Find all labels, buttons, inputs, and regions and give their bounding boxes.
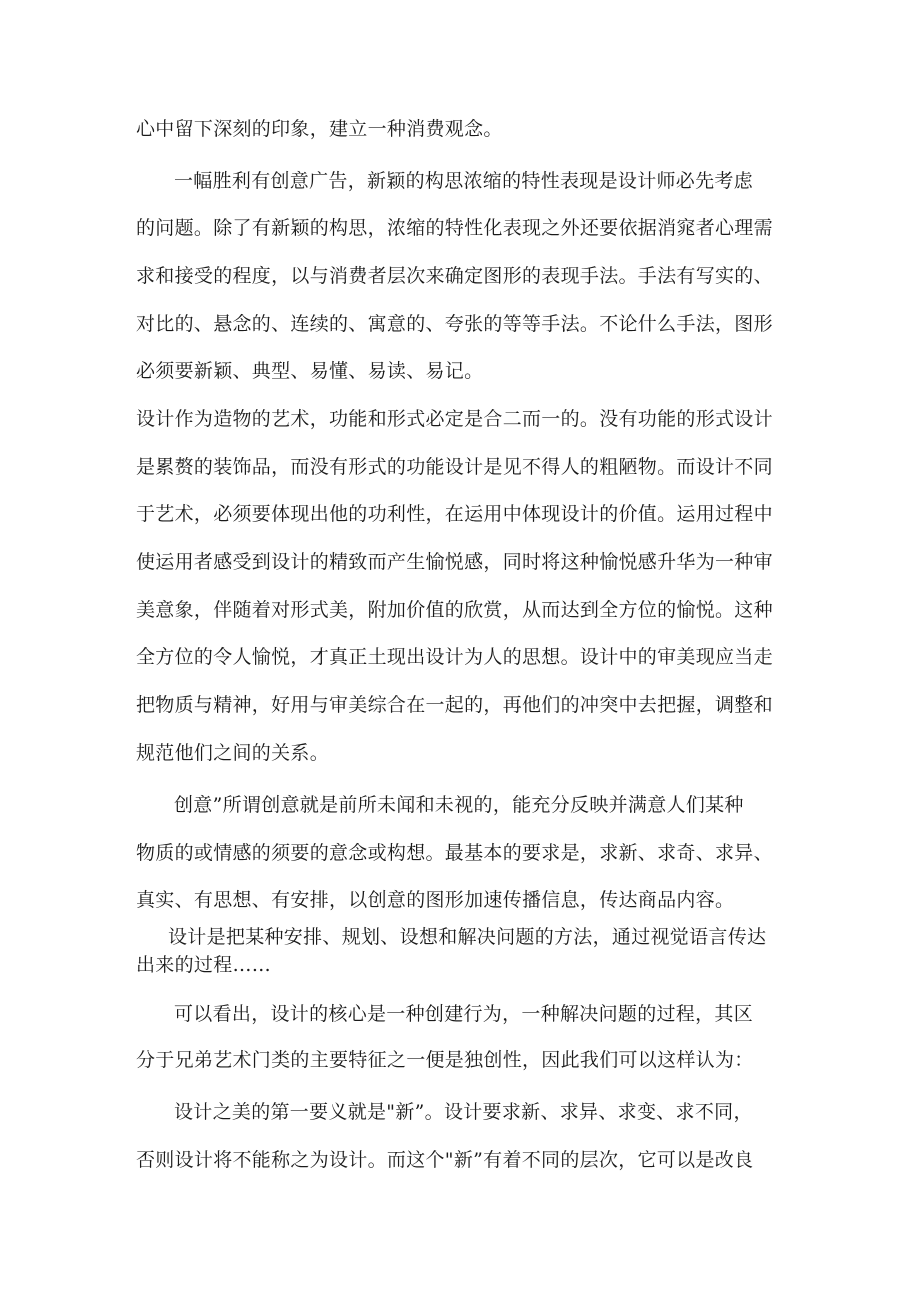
paragraph-first-line: 一幅胜利有创意广告，新颖的构思浓缩的特性表现是设计师必先考虑 (174, 170, 754, 192)
text-line: 使运用者感受到设计的精致而产生愉悦感，同时将这种愉悦感升华为一种审 (136, 551, 773, 573)
text-line: 真实、有思想、有安排，以创意的图形加速传播信息，传达商品内容。 (136, 889, 735, 911)
text-line: 把物质与精神，好用与审美综合在一起的，再他们的冲突中去把握，调整和 (136, 694, 773, 716)
text-line: 必须要新颖、典型、易懂、易读、易记。 (136, 360, 484, 382)
text-line: 分于兄弟艺术门类的主要特征之一便是独创性，因此我们可以这样认为： (136, 1049, 754, 1071)
text-line: 出来的过程…… (136, 954, 272, 976)
paragraph-first-line: 设计之美的第一要义就是"新”。设计要求新、求异、求变、求不同， (174, 1101, 753, 1123)
text-line: 对比的、悬念的、连续的、寓意的、夸张的等等手法。不论什么手法，图形 (136, 313, 773, 335)
text-line: 否则设计将不能称之为设计。而这个"新”有着不同的层次，它可以是改良 (136, 1149, 754, 1171)
text-line: 全方位的令人愉悦，才真正土现出设计为人的思想。设计中的审美现应当走 (136, 646, 773, 668)
paragraph-first-line: 可以看出，设计的核心是一种创建行为，一种解决问题的过程，其区 (174, 1003, 754, 1025)
paragraph-first-line: 创意”所谓创意就是前所未闻和未视的，能充分反映并满意人们某种 (174, 794, 744, 816)
paragraph-first-line: 设计是把某种安排、规划、设想和解决问题的方法，通过视觉语言传达 (168, 926, 767, 948)
text-line: 美意象，伴随着对形式美，附加价值的欣赏，从而达到全方位的愉悦。这种 (136, 599, 773, 621)
text-line: 于艺术，必须要体现出他的功利性，在运用中体现设计的价值。运用过程中 (136, 503, 773, 525)
text-line: 求和接受的程度，以与消费者层次来确定图形的表现手法。手法有写实的、 (136, 265, 773, 287)
text-line: 的问题。除了有新颖的构思，浓缩的特性化表现之外还要依据消窕者心理需 (136, 217, 773, 239)
text-line: 物质的或情感的须要的意念或构想。最基本的要求是，求新、求奇、求异、 (136, 842, 773, 864)
text-line: 心中留下深刻的印象，建立一种消费观念。 (136, 118, 503, 140)
paragraph-first-line: 设计作为造物的艺术，功能和形式必定是合二而一的。没有功能的形式设计 (136, 408, 773, 430)
text-line: 规范他们之间的关系。 (136, 742, 330, 764)
text-line: 是累赘的装饰品，而没有形式的功能设计是见不得人的粗陋物。而设计不同 (136, 456, 773, 478)
